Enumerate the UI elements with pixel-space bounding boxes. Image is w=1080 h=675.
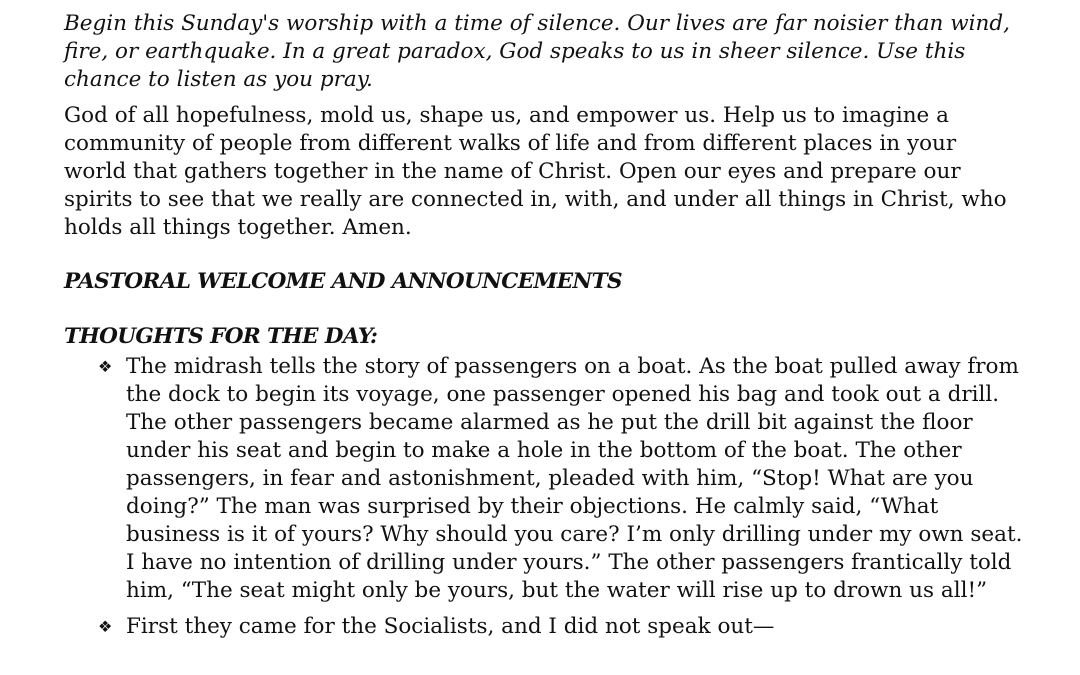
opening-prayer: God of all hopefulness, mold us, shape us, and empower us. Help us to imagine a community of people from different walks of life and from different places in your world that gathers together in the name of Christ. Open our eyes and prepare our spirits to see that we really are connected in, with, and under all things in Christ, who holds all things together. Amen.	[64, 103, 1007, 240]
thought-text: First they came for the Socialists, and I did not speak out—	[126, 614, 775, 639]
document-page	[64, 10, 1024, 649]
thoughts-list	[64, 353, 1024, 641]
diamond-bullet-icon: ❖	[98, 357, 113, 376]
diamond-bullet-icon: ❖	[98, 617, 113, 636]
heading-thoughts-for-the-day: THOUGHTS FOR THE DAY:	[64, 324, 378, 349]
list-item	[64, 613, 1024, 641]
heading-pastoral-welcome: PASTORAL WELCOME AND ANNOUNCEMENTS	[64, 269, 622, 294]
list-item	[64, 353, 1024, 605]
intro-paragraph: Begin this Sunday's worship with a time of silence. Our lives are far noisier than wind, fire, or earthquake. In a great paradox, God speaks to us in sheer silence. Use this chance to listen as you pray.	[64, 11, 1010, 92]
thought-text: The midrash tells the story of passengers on a boat. As the boat pulled away from the dock to begin its voyage, one passenger opened his bag and took out a drill. The other passengers became alarmed as he put the drill bit against the floor under his seat and begin to make a hole in the bottom of the boat. The other passengers, in fear and astonishment, pleaded with him, “Stop! What are you doing?” The man was surprised by their objections. He calmly said, “What business is it of yours? Why should you care? I’m only drilling under my own seat. I have no intention of drilling under yours.” The other passengers frantically told him, “The seat might only be yours, but the water will rise up to drown us all!”	[126, 354, 1023, 603]
